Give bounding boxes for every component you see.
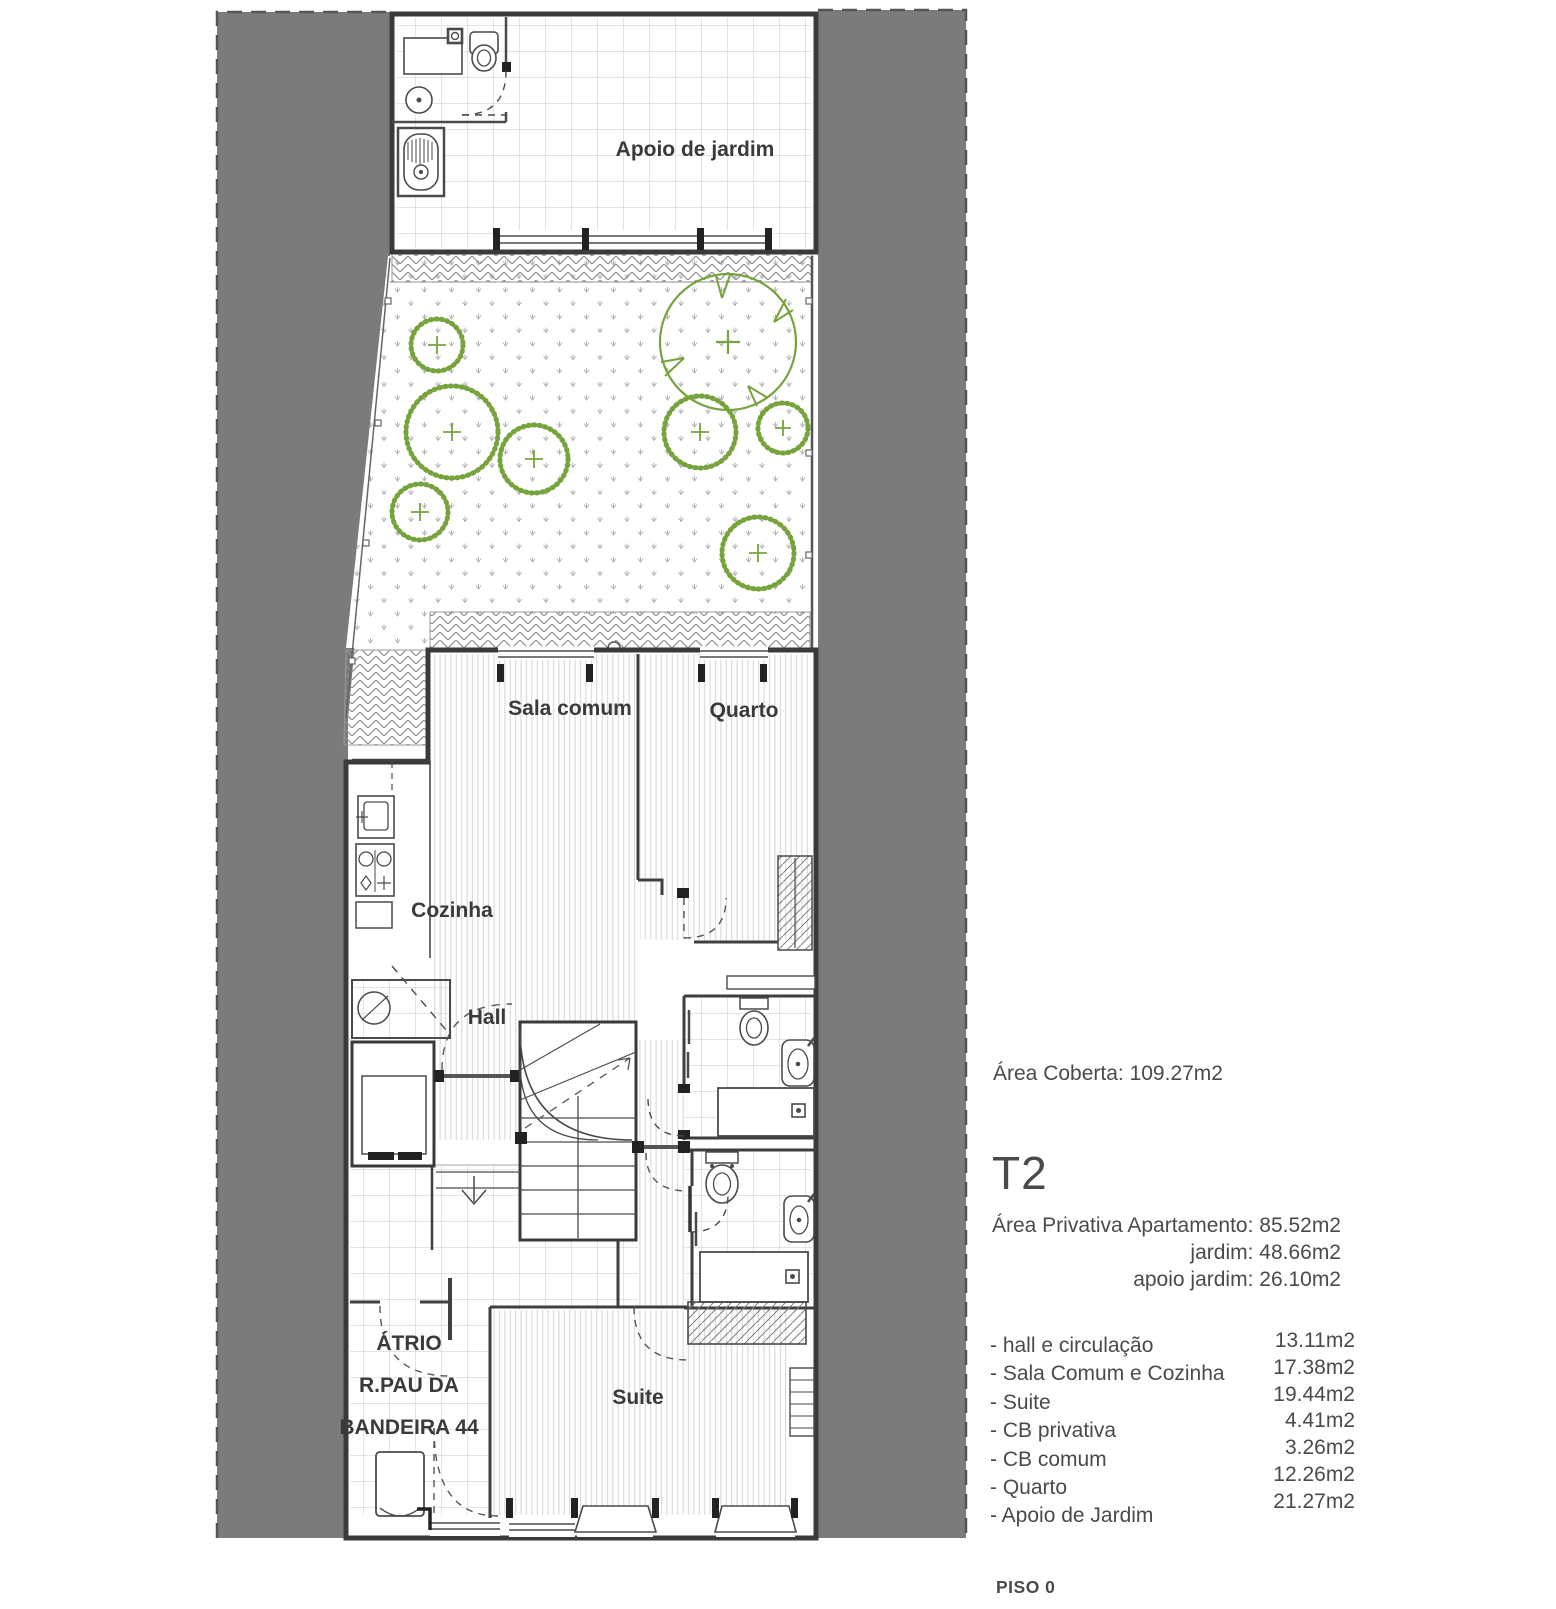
entrance-opening: [430, 1518, 500, 1536]
room-area-label: - Apoio de Jardim: [990, 1504, 1154, 1528]
atrio-line-3: BANDEIRA 44: [339, 1416, 479, 1439]
bay-sill: [575, 1506, 656, 1532]
private-area-line: jardim: 48.66m2: [1190, 1241, 1341, 1264]
bay-sill: [715, 1506, 796, 1532]
floor-label: PISO 0: [996, 1577, 1056, 1597]
atrio-line-1: ÁTRIO: [376, 1332, 442, 1355]
private-areas-block: [981, 1212, 1341, 1293]
room-area-label: - Sala Comum e Cozinha: [990, 1362, 1225, 1386]
shelf-unit: [790, 1368, 814, 1436]
paving-band-bottom: [430, 612, 810, 650]
apoio-windows: [493, 228, 772, 250]
room-area-label: - Suite: [990, 1390, 1051, 1414]
room-area-value: 3.26m2: [1284, 1436, 1355, 1460]
private-area-line: Área Privativa Apartamento: 85.52m2: [991, 1214, 1341, 1237]
room-area-value: 12.26m2: [1273, 1462, 1355, 1486]
room-label-suite: Suite: [612, 1386, 664, 1409]
floor-wc: [352, 980, 450, 1038]
wardrobe-suite: [688, 1302, 806, 1344]
typology-title: T2: [992, 1147, 1048, 1199]
neighbor-building-right: [818, 10, 966, 1538]
room-label-sala-comum: Sala comum: [508, 697, 632, 720]
kitchen-cabinet: [356, 902, 392, 928]
toilet: [740, 998, 768, 1009]
room-area-value: 4.41m2: [1284, 1409, 1355, 1433]
toilet: [706, 1152, 738, 1163]
room-area-value: 21.27m2: [1273, 1489, 1355, 1513]
room-area-value: 19.44m2: [1273, 1382, 1355, 1406]
room-area-value: 17.38m2: [1273, 1355, 1355, 1379]
apartment-block: [339, 646, 816, 1538]
room-area-label: - CB comum: [990, 1447, 1107, 1471]
private-area-line: apoio jardim: 26.10m2: [1133, 1268, 1341, 1291]
paving-wedge-left: [344, 650, 430, 745]
atrio-line-2: R.PAU DA: [359, 1374, 459, 1397]
floor-corridor: [636, 1040, 688, 1307]
room-label-quarto: Quarto: [709, 699, 779, 722]
apoio-bathtub: [398, 128, 444, 196]
room-area-label: - Quarto: [990, 1476, 1068, 1500]
room-label-hall: Hall: [467, 1006, 507, 1029]
elevator: [352, 1042, 434, 1166]
room-areas-values: [1155, 1328, 1355, 1516]
room-label-cozinha: Cozinha: [411, 899, 493, 922]
towel-rail: [688, 1010, 689, 1078]
apoio-de-jardim-block: [392, 14, 816, 252]
room-area-label: - CB privativa: [990, 1419, 1117, 1443]
room-label-apoio-de-jardim: Apoio de jardim: [615, 138, 775, 161]
covered-area-text: Área Coberta: 109.27m2: [993, 1062, 1223, 1085]
room-area-label: - hall e circulação: [990, 1334, 1154, 1357]
shelf: [727, 976, 815, 989]
room-area-value: 13.11m2: [1274, 1329, 1355, 1352]
shaft: [376, 1452, 424, 1516]
